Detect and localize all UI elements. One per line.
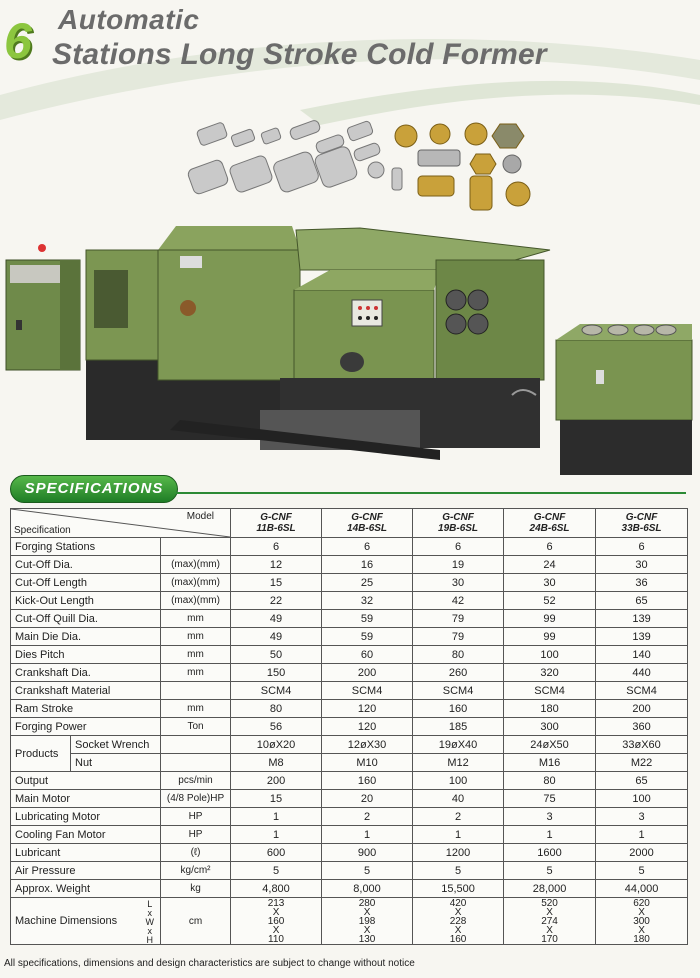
table-row: [11, 610, 688, 628]
table-cell: 20: [322, 790, 413, 808]
products-nut-row: [11, 754, 688, 772]
table-cell: 360: [596, 718, 688, 736]
table-cell: 99: [504, 610, 596, 628]
row-unit: HP: [161, 826, 231, 844]
table-cell: 4,800: [231, 880, 322, 898]
table-cell: 60: [322, 646, 413, 664]
header-row: [11, 509, 688, 538]
table-row: [11, 808, 688, 826]
dimension-cell: [504, 898, 596, 945]
table-cell: 1600: [504, 844, 596, 862]
row-unit: mm: [161, 610, 231, 628]
dimension-value: X: [546, 924, 553, 936]
table-cell: 24: [504, 556, 596, 574]
table-cell: 6: [413, 538, 504, 556]
dimension-value: X: [638, 924, 645, 936]
table-cell: 65: [596, 592, 688, 610]
table-cell: 79: [413, 610, 504, 628]
table-row: [11, 790, 688, 808]
page-title-line1: Automatic: [58, 4, 200, 35]
dimension-value: 160: [449, 933, 467, 945]
table-cell: 320: [504, 664, 596, 682]
table-cell: 5: [231, 862, 322, 880]
dimension-value: 280: [358, 897, 376, 909]
axis-letter: H: [146, 935, 153, 945]
row-unit: (ℓ): [161, 844, 231, 862]
table-row: [11, 844, 688, 862]
table-row: [11, 646, 688, 664]
table-cell: 15: [231, 574, 322, 592]
table-cell: 30: [504, 574, 596, 592]
table-cell: 160: [322, 772, 413, 790]
table-cell: SCM4: [231, 682, 322, 700]
dimension-cell: [596, 898, 688, 945]
row-label: Output: [11, 772, 161, 790]
row-unit: (max)(mm): [161, 574, 231, 592]
dimension-value: X: [272, 906, 280, 918]
table-cell: 1: [322, 826, 413, 844]
table-cell: 3: [504, 808, 596, 826]
nut-label: Nut: [71, 754, 161, 772]
table-cell: 5: [413, 862, 504, 880]
table-cell: 99: [504, 628, 596, 646]
table-row: [11, 826, 688, 844]
spec-rows-bottom: [11, 772, 688, 898]
table-cell: 25: [322, 574, 413, 592]
row-label: Main Motor: [11, 790, 161, 808]
machine-photo: [0, 110, 700, 475]
table-cell: 160: [413, 700, 504, 718]
table-cell: 120: [322, 700, 413, 718]
products-socket-row: [11, 736, 688, 754]
table-cell: 200: [322, 664, 413, 682]
dimension-value: 110: [268, 933, 284, 945]
dimension-value: X: [454, 906, 462, 918]
dimensions-label: Machine Dimensions: [15, 915, 118, 927]
dimension-value: 198: [358, 915, 376, 927]
row-unit: mm: [161, 646, 231, 664]
table-cell: 100: [504, 646, 596, 664]
parts-samples: [187, 119, 530, 210]
row-label: Cooling Fan Motor: [11, 826, 161, 844]
table-cell: 100: [413, 772, 504, 790]
products-label: Products: [11, 736, 71, 772]
table-row: [11, 592, 688, 610]
dimension-value: X: [363, 906, 371, 918]
table-cell: 185: [413, 718, 504, 736]
table-cell: 600: [231, 844, 322, 862]
table-cell: 19: [413, 556, 504, 574]
table-cell: 100: [596, 790, 688, 808]
table-row: [11, 628, 688, 646]
spec-rows-top: [11, 538, 688, 736]
dimensions-label-cell: [11, 898, 161, 945]
dimension-value: 620: [633, 897, 650, 909]
row-label: Cut-Off Dia.: [11, 556, 161, 574]
table-cell: 180: [504, 700, 596, 718]
table-cell: SCM4: [413, 682, 504, 700]
table-cell: 140: [596, 646, 688, 664]
dimension-value: X: [272, 924, 280, 936]
specifications-badge: SPECIFICATIONS: [10, 475, 178, 503]
row-label: Cut-Off Quill Dia.: [11, 610, 161, 628]
table-cell: 8,000: [322, 880, 413, 898]
table-cell: SCM4: [504, 682, 596, 700]
axis-letter: L: [147, 899, 153, 909]
section-divider: [176, 492, 686, 494]
row-unit: (4/8 Pole)HP: [161, 790, 231, 808]
table-cell: 6: [322, 538, 413, 556]
table-cell: 15,500: [413, 880, 504, 898]
control-cabinet: [6, 244, 80, 370]
table-cell: 30: [413, 574, 504, 592]
table-cell: M16: [504, 754, 596, 772]
dimension-value: 420: [449, 897, 467, 909]
table-cell: 80: [413, 646, 504, 664]
dimension-axis-letters: [146, 900, 155, 945]
table-cell: SCM4: [322, 682, 413, 700]
table-cell: 6: [596, 538, 688, 556]
dimension-value: 300: [633, 915, 650, 927]
dimension-value: 160: [267, 915, 285, 927]
table-cell: 5: [596, 862, 688, 880]
table-cell: 6: [504, 538, 596, 556]
footnote: All specifications, dimensions and design characteristics are subject to change without notice: [4, 958, 415, 969]
table-cell: SCM4: [596, 682, 688, 700]
socket-label: Socket Wrench: [71, 736, 161, 754]
table-row: [11, 718, 688, 736]
dimension-value: X: [546, 906, 553, 918]
table-cell: 30: [596, 556, 688, 574]
row-label: Lubricant: [11, 844, 161, 862]
dimension-cell: [231, 898, 322, 945]
row-label: Approx. Weight: [11, 880, 161, 898]
table-row: [11, 862, 688, 880]
table-cell: 1: [231, 826, 322, 844]
table-cell: 260: [413, 664, 504, 682]
table-cell: 200: [596, 700, 688, 718]
row-label: Main Die Dia.: [11, 628, 161, 646]
table-cell: 24øX50: [504, 736, 596, 754]
axis-letter: x: [147, 908, 152, 918]
table-cell: 80: [231, 700, 322, 718]
table-cell: 3: [596, 808, 688, 826]
table-row: [11, 664, 688, 682]
table-cell: 5: [504, 862, 596, 880]
table-cell: 36: [596, 574, 688, 592]
dimension-value: X: [363, 924, 371, 936]
corner-cell: [11, 509, 231, 538]
axis-letter: x: [147, 926, 152, 936]
dimensions-row: [11, 898, 688, 945]
table-cell: 59: [322, 628, 413, 646]
table-cell: 2000: [596, 844, 688, 862]
table-cell: 440: [596, 664, 688, 682]
table-cell: 28,000: [504, 880, 596, 898]
dimension-value: 274: [541, 915, 558, 927]
table-cell: M22: [596, 754, 688, 772]
model-header: G-CNF 24B-6SL: [504, 509, 596, 538]
dimension-cell: [322, 898, 413, 945]
dimension-value: 180: [633, 933, 650, 945]
row-label: Forging Power: [11, 718, 161, 736]
table-cell: 52: [504, 592, 596, 610]
table-cell: 6: [231, 538, 322, 556]
dimension-value: 228: [449, 915, 467, 927]
row-label: Crankshaft Dia.: [11, 664, 161, 682]
row-unit: (max)(mm): [161, 556, 231, 574]
table-cell: 1: [231, 808, 322, 826]
dimension-value: X: [454, 924, 462, 936]
corner-model-label: Model: [186, 511, 215, 522]
table-cell: 12: [231, 556, 322, 574]
table-cell: 5: [322, 862, 413, 880]
dimension-value: X: [638, 906, 645, 918]
table-row: [11, 538, 688, 556]
table-row: [11, 700, 688, 718]
table-cell: 1: [504, 826, 596, 844]
page-title-line2: Stations Long Stroke Cold Former: [52, 38, 547, 71]
row-label: Ram Stroke: [11, 700, 161, 718]
row-unit: [161, 682, 231, 700]
table-cell: 1: [413, 826, 504, 844]
table-cell: 40: [413, 790, 504, 808]
dimension-value: 520: [541, 897, 558, 909]
dimension-value: 130: [358, 933, 376, 945]
row-label: Lubricating Motor: [11, 808, 161, 826]
row-unit: mm: [161, 700, 231, 718]
corner-spec-label: Specification: [14, 525, 71, 536]
row-unit: (max)(mm): [161, 592, 231, 610]
row-unit: Ton: [161, 718, 231, 736]
table-row: [11, 682, 688, 700]
table-cell: 300: [504, 718, 596, 736]
table-cell: 49: [231, 628, 322, 646]
table-row: [11, 880, 688, 898]
table-cell: 44,000: [596, 880, 688, 898]
dimensions-unit: cm: [161, 898, 231, 945]
table-cell: 200: [231, 772, 322, 790]
table-cell: 2: [413, 808, 504, 826]
table-cell: 10øX20: [231, 736, 322, 754]
table-cell: 59: [322, 610, 413, 628]
table-row: [11, 574, 688, 592]
table-cell: M12: [413, 754, 504, 772]
specifications-table: [10, 508, 688, 945]
model-header: G-CNF 19B-6SL: [413, 509, 504, 538]
table-cell: M8: [231, 754, 322, 772]
row-label: Air Pressure: [11, 862, 161, 880]
row-label: Dies Pitch: [11, 646, 161, 664]
model-header: G-CNF 11B-6SL: [231, 509, 322, 538]
table-cell: 75: [504, 790, 596, 808]
table-cell: 150: [231, 664, 322, 682]
table-cell: 19øX40: [413, 736, 504, 754]
row-label: Forging Stations: [11, 538, 161, 556]
table-cell: 49: [231, 610, 322, 628]
table-cell: 42: [413, 592, 504, 610]
table-cell: M10: [322, 754, 413, 772]
row-unit: kg: [161, 880, 231, 898]
row-unit: [161, 538, 231, 556]
table-cell: 32: [322, 592, 413, 610]
section-number: 6: [4, 13, 32, 69]
table-cell: 12øX30: [322, 736, 413, 754]
row-unit: HP: [161, 808, 231, 826]
row-unit: kg/cm²: [161, 862, 231, 880]
main-machine: [86, 226, 550, 460]
row-unit: mm: [161, 628, 231, 646]
dimension-value: 213: [267, 897, 285, 909]
table-cell: 33øX60: [596, 736, 688, 754]
table-cell: 139: [596, 628, 688, 646]
table-cell: 2: [322, 808, 413, 826]
axis-letter: W: [145, 917, 154, 927]
table-cell: 1: [596, 826, 688, 844]
dimension-value: 170: [541, 933, 558, 945]
row-label: Kick-Out Length: [11, 592, 161, 610]
table-cell: 1200: [413, 844, 504, 862]
row-unit: mm: [161, 664, 231, 682]
row-unit: pcs/min: [161, 772, 231, 790]
table-cell: 65: [596, 772, 688, 790]
model-header: G-CNF 33B-6SL: [596, 509, 688, 538]
row-label: Crankshaft Material: [11, 682, 161, 700]
table-cell: 56: [231, 718, 322, 736]
table-cell: 15: [231, 790, 322, 808]
dimension-cell: [413, 898, 504, 945]
model-header: G-CNF 14B-6SL: [322, 509, 413, 538]
table-cell: 80: [504, 772, 596, 790]
table-row: [11, 772, 688, 790]
table-cell: 79: [413, 628, 504, 646]
table-cell: 50: [231, 646, 322, 664]
table-cell: 139: [596, 610, 688, 628]
table-cell: 900: [322, 844, 413, 862]
table-cell: 120: [322, 718, 413, 736]
table-row: [11, 556, 688, 574]
table-cell: 16: [322, 556, 413, 574]
table-cell: 22: [231, 592, 322, 610]
row-label: Cut-Off Length: [11, 574, 161, 592]
